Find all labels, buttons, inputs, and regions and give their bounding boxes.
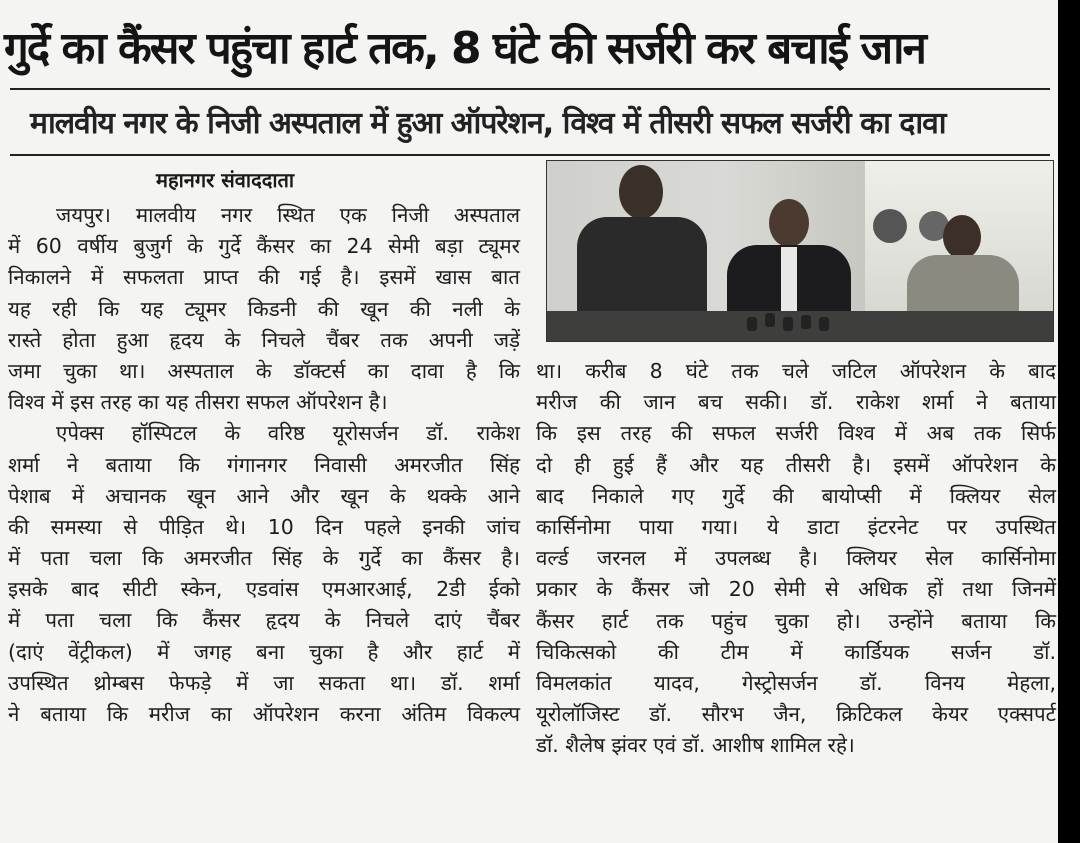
- article-line: चिकित्सको की टीम में कार्डियक सर्जन डॉ.: [536, 639, 1056, 664]
- article-line: जयपुर। मालवीय नगर स्थित एक निजी अस्पताल: [56, 203, 520, 227]
- subheadline: मालवीय नगर के निजी अस्पताल में हुआ ऑपरेशन, विश्व में तीसरी सफल सर्जरी का दावा: [30, 106, 946, 141]
- article-line: बाद निकाले गए गुर्दे की बायोप्सी में क्लियर सेल: [536, 483, 1056, 508]
- article-line: प्रकार के कैंसर जो 20 सेमी से अधिक हों तथा जिनमें: [536, 577, 1056, 602]
- article-line: की समस्या से पीड़ित थे। 10 दिन पहले इनकी जांच: [8, 514, 520, 539]
- article-line: निकालने में सफलता प्राप्त की गई है। इसमें खास बात: [8, 265, 520, 290]
- article-line: यह रही कि यह ट्यूमर किडनी की खून की नली के: [8, 296, 520, 321]
- article-line: कि इस तरह की सफल सर्जरी विश्व में अब तक सिर्फ: [536, 421, 1056, 446]
- article-line: विश्व में इस तरह का यह तीसरा सफल ऑपरेशन है।: [8, 390, 388, 415]
- article-line: मरीज की जान बच सकी। डॉ. राकेश शर्मा ने बताया: [536, 390, 1056, 415]
- article-line: ने बताया कि मरीज का ऑपरेशन करना अंतिम विकल्प: [8, 702, 520, 726]
- article-line: रास्ते होता हुआ हृदय के निचले चैंबर तक अपनी जड़ें: [8, 327, 520, 352]
- byline: महानगर संवाददाता: [156, 168, 295, 192]
- article-line: यूरोलॉजिस्ट डॉ. सौरभ जैन, क्रिटिकल केयर एक्सपर्ट: [536, 702, 1056, 727]
- article-line: (दाएं वेंट्रीकल) में जगह बना चुका है और हार्ट में: [8, 639, 520, 664]
- article-line: में पता चला कि अमरजीत सिंह के गुर्दे का कैंसर है।: [8, 546, 520, 571]
- article-line: वर्ल्ड जरनल में उपलब्ध है। क्लियर सेल कार्सिनोमा: [536, 546, 1056, 571]
- article-column-2: [536, 356, 1056, 761]
- article-line: में 60 वर्षीय बुजुर्ग के गुर्दे कैंसर का 24 सेमी बड़ा ट्यूमर: [8, 234, 520, 259]
- article-column-1: [8, 200, 520, 730]
- article-line: जमा चुका था। अस्पताल के डॉक्टर्स का दावा है कि: [8, 358, 520, 383]
- article-line: दो ही हुई हैं और यह तीसरी है। इसमें ऑपरेशन के: [536, 452, 1056, 477]
- article-line: डॉ. शैलेष झंवर एवं डॉ. आशीष शामिल रहे।: [536, 733, 855, 758]
- headline: गुर्दे का कैंसर पहुंचा हार्ट तक, 8 घंटे की सर्जरी कर बचाई जान: [4, 23, 925, 74]
- article-line: उपस्थित थ्रोम्बस फेफड़े में जा सकता था। डॉ. शर्मा: [8, 670, 520, 695]
- article-line: था। करीब 8 घंटे तक चले जटिल ऑपरेशन के बाद: [536, 359, 1056, 383]
- press-conference-photo: [546, 160, 1054, 342]
- headline-rule: [10, 88, 1050, 90]
- article-line: कैंसर हार्ट तक पहुंच चुका हो। उन्होंने बताया कि: [536, 608, 1056, 633]
- article-line: में पता चला कि कैंसर हृदय के निचले दाएं चैंबर: [8, 608, 520, 633]
- microphones: [747, 317, 857, 331]
- article-line: एपेक्स हॉस्पिटल के वरिष्ठ यूरोसर्जन डॉ. राकेश: [56, 421, 520, 446]
- article-line: विमलकांत यादव, गेस्ट्रोसर्जन डॉ. विनय मेहला,: [536, 670, 1056, 695]
- article-line: कार्सिनोमा पाया गया। ये डाटा इंटरनेट पर उपस्थित: [536, 514, 1056, 539]
- photo-logo: [873, 209, 907, 243]
- article-line: शर्मा ने बताया कि गंगानगर निवासी अमरजीत सिंह: [8, 452, 520, 477]
- article-line: पेशाब में अचानक खून आने और खून के थक्के आने: [8, 483, 520, 508]
- article-line: इसके बाद सीटी स्केन, एडवांस एमआरआई, 2डी ईको: [8, 577, 520, 602]
- subheadline-rule: [10, 154, 1050, 156]
